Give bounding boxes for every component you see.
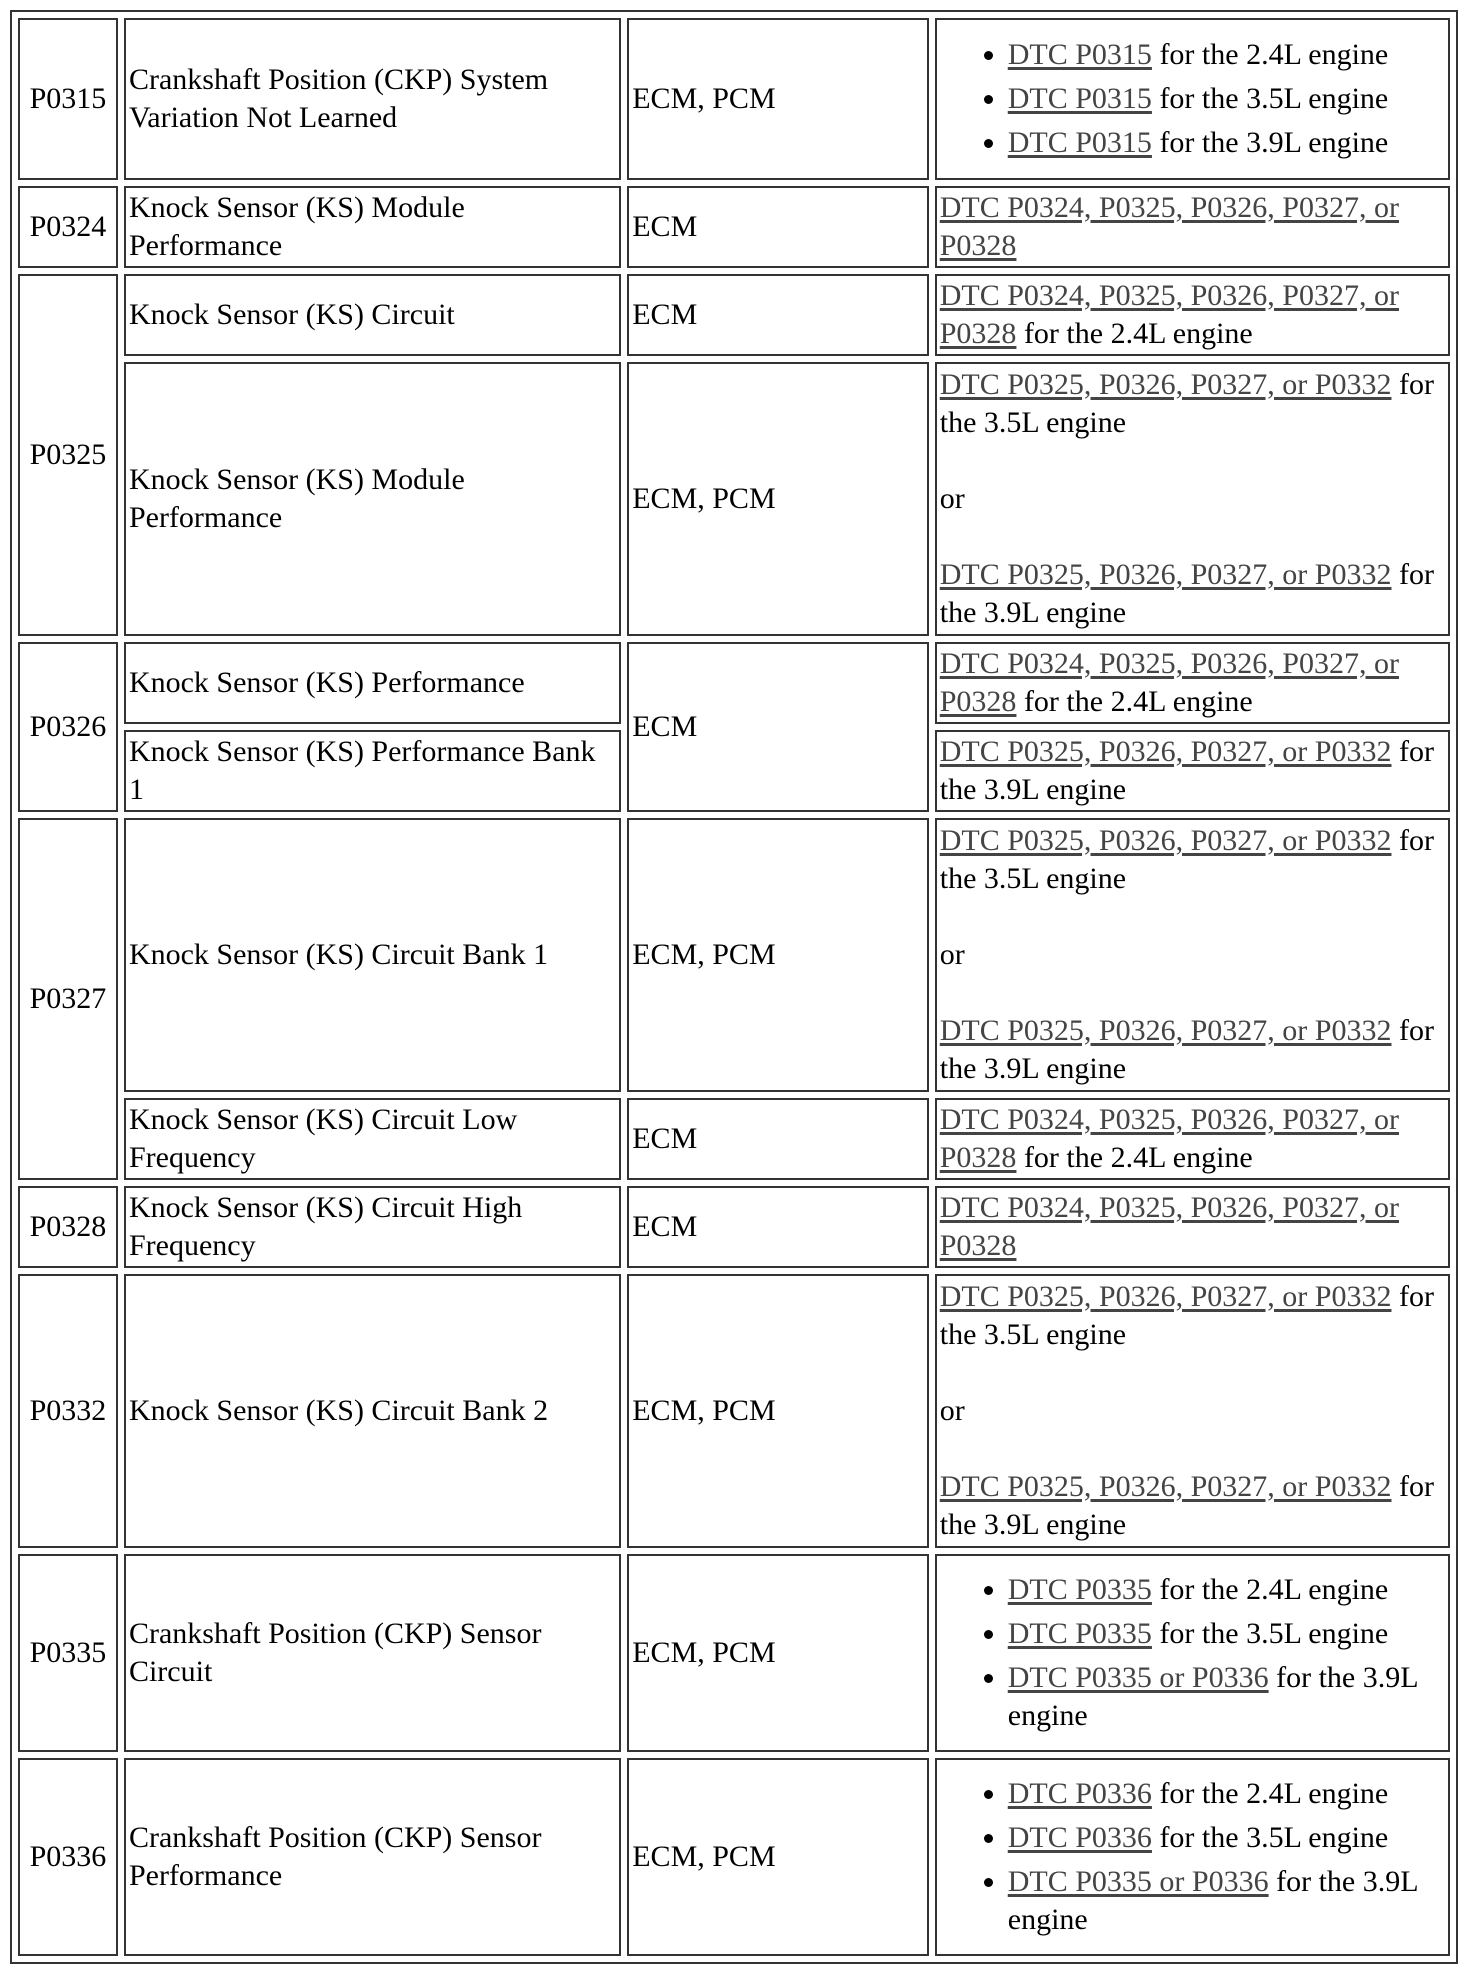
dtc-modules: ECM <box>627 274 929 356</box>
dtc-reference: DTC P0325, P0326, P0327, or P0332 for the 3.9L engine <box>935 730 1450 812</box>
or-separator: or <box>939 482 965 515</box>
dtc-description: Knock Sensor (KS) Module Performance <box>124 186 621 268</box>
dtc-link[interactable]: DTC P0325, P0326, P0327, or P0332 <box>939 1014 1392 1047</box>
dtc-description: Knock Sensor (KS) Circuit Bank 2 <box>124 1274 621 1548</box>
dtc-description: Knock Sensor (KS) Module Performance <box>124 362 621 636</box>
dtc-description: Knock Sensor (KS) Circuit <box>124 274 621 356</box>
dtc-code: P0327 <box>18 818 118 1180</box>
dtc-reference <box>935 1186 1450 1268</box>
dtc-link[interactable]: DTC P0325, P0326, P0327, or P0332 <box>939 735 1392 768</box>
reference-list <box>940 36 1445 162</box>
table-row <box>18 642 1450 724</box>
table-row <box>18 274 1450 356</box>
list-item: • DTC P0335 for the 2.4L engine <box>1008 1571 1445 1609</box>
dtc-link[interactable]: DTC P0325, P0326, P0327, or P0332 <box>939 1280 1392 1313</box>
dtc-description: Knock Sensor (KS) Performance Bank 1 <box>124 730 621 812</box>
or-separator: or <box>939 1394 965 1427</box>
reference-list <box>940 1775 1445 1939</box>
dtc-link[interactable]: DTC P0315 <box>1007 82 1152 115</box>
dtc-link[interactable]: DTC P0335 <box>1007 1617 1152 1650</box>
table-row <box>18 1098 1450 1180</box>
dtc-modules: ECM <box>627 1186 929 1268</box>
dtc-code: P0335 <box>18 1554 118 1752</box>
table-row <box>18 1758 1450 1956</box>
dtc-description: Crankshaft Position (CKP) System Variation Not Learned <box>124 18 621 180</box>
dtc-description: Knock Sensor (KS) Circuit Bank 1 <box>124 818 621 1092</box>
list-item: • DTC P0336 for the 3.5L engine <box>1008 1819 1445 1857</box>
table-row <box>18 818 1450 1092</box>
dtc-table <box>10 10 1458 1964</box>
dtc-modules: ECM <box>627 642 929 812</box>
dtc-modules: ECM, PCM <box>627 1554 929 1752</box>
dtc-code: P0324 <box>18 186 118 268</box>
dtc-reference <box>935 18 1450 180</box>
dtc-description: Knock Sensor (KS) Performance <box>124 642 621 724</box>
dtc-link[interactable]: DTC P0335 <box>1007 1573 1152 1606</box>
dtc-description: Crankshaft Position (CKP) Sensor Performance <box>124 1758 621 1956</box>
dtc-reference <box>935 186 1450 268</box>
dtc-link[interactable]: DTC P0324, P0325, P0326, P0327, or P0328 <box>939 647 1399 718</box>
dtc-modules: ECM, PCM <box>627 18 929 180</box>
dtc-description: Knock Sensor (KS) Circuit Low Frequency <box>124 1098 621 1180</box>
table-row <box>18 1274 1450 1548</box>
dtc-link[interactable]: DTC P0324, P0325, P0326, P0327, or P0328 <box>939 1191 1399 1262</box>
dtc-reference <box>935 1554 1450 1752</box>
dtc-description: Crankshaft Position (CKP) Sensor Circuit <box>124 1554 621 1752</box>
dtc-reference: DTC P0325, P0326, P0327, or P0332 for the 3.5L engine or DTC P0325, P0326, P0327, or P0332 for the 3.9L engine <box>935 1274 1450 1548</box>
dtc-reference: DTC P0325, P0326, P0327, or P0332 for the 3.5L engine or DTC P0325, P0326, P0327, or P0332 for the 3.9L engine <box>935 818 1450 1092</box>
dtc-link[interactable]: DTC P0315 <box>1007 126 1152 159</box>
list-item: • DTC P0335 for the 3.5L engine <box>1008 1615 1445 1653</box>
table-row <box>18 1554 1450 1752</box>
dtc-link[interactable]: DTC P0324, P0325, P0326, P0327, or P0328 <box>939 1103 1399 1174</box>
dtc-code: P0326 <box>18 642 118 812</box>
dtc-reference: DTC P0324, P0325, P0326, P0327, or P0328 for the 2.4L engine <box>935 642 1450 724</box>
dtc-code: P0336 <box>18 1758 118 1956</box>
dtc-code: P0325 <box>18 274 118 636</box>
dtc-reference: DTC P0324, P0325, P0326, P0327, or P0328 for the 2.4L engine <box>935 274 1450 356</box>
list-item: • DTC P0315 for the 2.4L engine <box>1008 36 1445 74</box>
list-item: • DTC P0315 for the 3.5L engine <box>1008 80 1445 118</box>
or-separator: or <box>939 938 965 971</box>
dtc-code: P0332 <box>18 1274 118 1548</box>
dtc-modules: ECM <box>627 1098 929 1180</box>
dtc-modules: ECM, PCM <box>627 818 929 1092</box>
reference-list <box>940 1571 1445 1735</box>
table-row <box>18 1186 1450 1268</box>
dtc-modules: ECM, PCM <box>627 1274 929 1548</box>
dtc-link[interactable]: DTC P0324, P0325, P0326, P0327, or P0328 <box>939 279 1399 350</box>
dtc-modules: ECM, PCM <box>627 362 929 636</box>
dtc-code: P0328 <box>18 1186 118 1268</box>
list-item: • DTC P0335 or P0336 for the 3.9L engine <box>1008 1659 1445 1735</box>
dtc-link[interactable]: DTC P0325, P0326, P0327, or P0332 <box>939 368 1392 401</box>
table-row <box>18 362 1450 636</box>
dtc-code: P0315 <box>18 18 118 180</box>
dtc-link[interactable]: DTC P0325, P0326, P0327, or P0332 <box>939 558 1392 591</box>
table-row <box>18 186 1450 268</box>
table-row <box>18 18 1450 180</box>
dtc-reference: DTC P0325, P0326, P0327, or P0332 for the 3.5L engine or DTC P0325, P0326, P0327, or P0332 for the 3.9L engine <box>935 362 1450 636</box>
dtc-modules: ECM, PCM <box>627 1758 929 1956</box>
list-item: • DTC P0336 for the 2.4L engine <box>1008 1775 1445 1813</box>
list-item: • DTC P0315 for the 3.9L engine <box>1008 124 1445 162</box>
dtc-link[interactable]: DTC P0335 or P0336 <box>1007 1661 1269 1694</box>
dtc-link[interactable]: DTC P0324, P0325, P0326, P0327, or P0328 <box>939 191 1399 262</box>
dtc-link[interactable]: DTC P0325, P0326, P0327, or P0332 <box>939 824 1392 857</box>
dtc-reference: DTC P0324, P0325, P0326, P0327, or P0328 for the 2.4L engine <box>935 1098 1450 1180</box>
dtc-modules: ECM <box>627 186 929 268</box>
dtc-link[interactable]: DTC P0336 <box>1007 1777 1152 1810</box>
dtc-link[interactable]: DTC P0335 or P0336 <box>1007 1865 1269 1898</box>
list-item: • DTC P0335 or P0336 for the 3.9L engine <box>1008 1863 1445 1939</box>
dtc-link[interactable]: DTC P0336 <box>1007 1821 1152 1854</box>
dtc-description: Knock Sensor (KS) Circuit High Frequency <box>124 1186 621 1268</box>
dtc-link[interactable]: DTC P0325, P0326, P0327, or P0332 <box>939 1470 1392 1503</box>
dtc-reference <box>935 1758 1450 1956</box>
dtc-link[interactable]: DTC P0315 <box>1007 38 1152 71</box>
